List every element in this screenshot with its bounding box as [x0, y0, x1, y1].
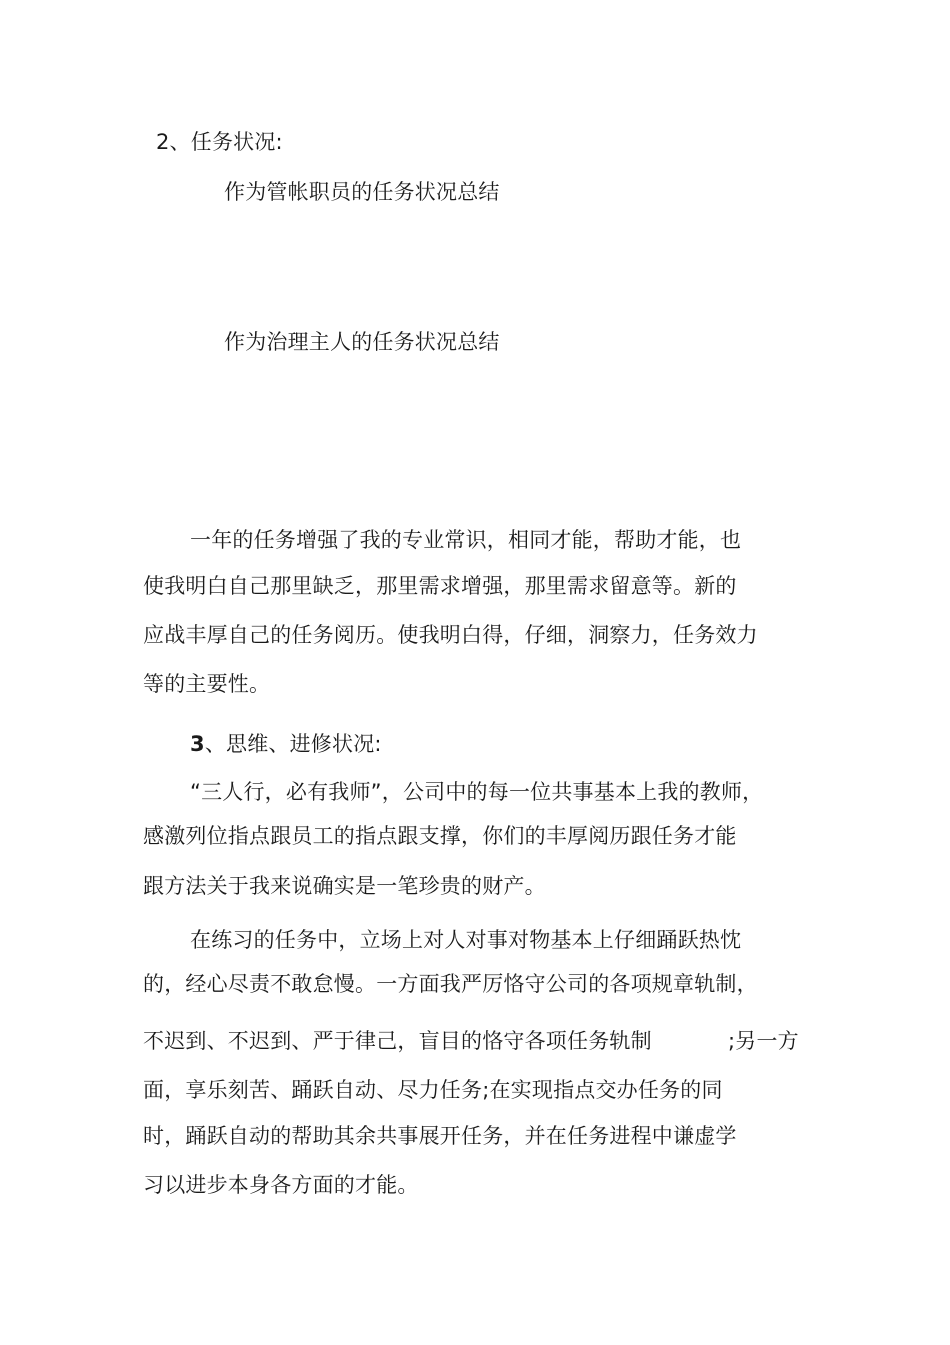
para3-line-6: 习以进步本身各方面的才能。: [143, 1173, 419, 1197]
section3-number: 3: [190, 732, 205, 756]
para2-line-3: 跟方法关于我来说确实是一笔珍贵的财产。: [143, 874, 546, 898]
section2-subheading-management: 作为治理主人的任务状况总结: [224, 330, 500, 354]
para3-line-2: 的，经心尽责不敢怠慢。一方面我严厉恪守公司的各项规章轨制，: [143, 972, 758, 996]
para3-line-3: 不迟到、不迟到、严于律己，盲目的恪守各项任务轨制: [143, 1029, 652, 1053]
para1-line-1: 一年的任务增强了我的专业常识，相同才能，帮助才能，也: [190, 528, 742, 552]
section3-heading: [190, 730, 382, 758]
section3-heading-text: 、思维、进修状况:: [204, 732, 382, 756]
section2-subheading-accounting: 作为管帐职员的任务状况总结: [224, 180, 500, 204]
para2-line-1: “三人行，必有我师”，公司中的每一位共事基本上我的教师，: [190, 780, 764, 804]
para1-line-3: 应战丰厚自己的任务阅历。使我明白得，仔细，洞察力，任务效力: [143, 623, 758, 647]
para1-line-2: 使我明白自己那里缺乏，那里需求增强，那里需求留意等。新的: [143, 574, 737, 598]
para1-line-4: 等的主要性。: [143, 672, 271, 696]
para2-line-2: 感激列位指点跟员工的指点跟支撑，你们的丰厚阅历跟任务才能: [143, 824, 737, 848]
section2-heading: 2、任务状况:: [156, 130, 283, 154]
para3-line-4: 面，享乐刻苦、踊跃自动、尽力任务;在实现指点交办任务的同: [143, 1078, 723, 1102]
para3-line-5: 时，踊跃自动的帮助其余共事展开任务，并在任务进程中谦虚学: [143, 1124, 737, 1148]
para3-line-1: 在练习的任务中，立场上对人对事对物基本上仔细踊跃热忱: [190, 928, 742, 952]
para3-line-3-tail: ;另一方: [728, 1029, 799, 1053]
